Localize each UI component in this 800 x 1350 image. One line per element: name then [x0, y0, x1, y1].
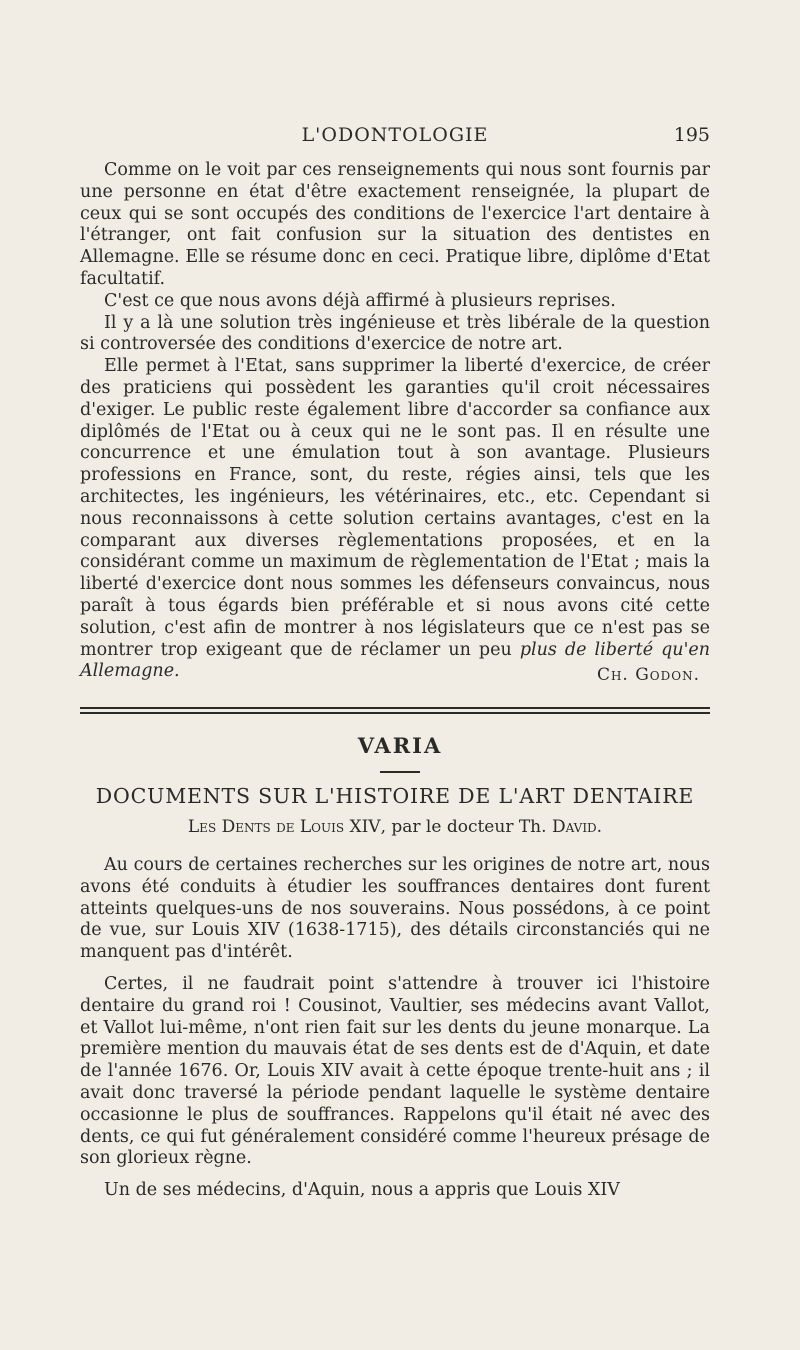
article-title: DOCUMENTS SUR L'HISTOIRE DE L'ART DENTAIRE — [95, 784, 695, 808]
paragraph-text: Elle permet à l'Etat, sans supprimer la liberté d'exercice, de créer des praticiens qui possèdent les garanties qu'il croit nécessaires d'exiger. Le public reste également libre d'accorder sa confiance aux diplômés de l'Etat ou à ceux qui ne le sont pas. Il en résulte une concurrence et une émulation tout à son avantage. Plusieurs professions en France, sont, du reste, régies ainsi, tels que les architectes, les ingénieurs, les vétérinaires, etc., etc. Cependant si nous reconnaissons à cette solution certains avantages, c'est en la comparant aux diverses règlementations proposées, et en la considérant comme un maximum de règlementation de l'Etat ; mais la liberté d'exercice dont nous sommes les défenseurs convaincus, nous paraît à tous égards bien préférable et si nous avons cité cette solution, c'est afin de montrer à nos législateurs que ce n'est pas se montrer trop exigeant que de réclamer un peu — [80, 356, 710, 660]
varia-body — [80, 855, 710, 1212]
paragraph: Au cours de certaines recherches sur les origines de notre art, nous avons été conduits à étudier les souffrances dentaires dont furent atteints quelques-uns de nos souverains. Nous possédons, à ce point de vue, sur Louis XIV (1638-1715), des détails circonstanciés qui ne manquent pas d'intérêt. — [80, 855, 710, 963]
section-divider — [80, 707, 710, 709]
article-subtitle — [80, 817, 710, 837]
paragraph: Un de ses médecins, d'Aquin, nous a appris que Louis XIV — [104, 1180, 620, 1201]
section-divider — [80, 712, 710, 714]
paragraph — [80, 356, 710, 683]
article-body — [80, 160, 710, 683]
paragraph: Comme on le voit par ces renseignements qui nous sont fournis par une personne en état d'être exactement renseignée, la plupart de ceux qui se sont occupés des conditions de l'exercice l'art dentaire à l'étranger, ont fait confusion sur la situation des dentistes en Allemagne. Elle se résume donc en ceci. Pratique libre, diplôme d'Etat facultatif. — [80, 160, 710, 289]
section-title: VARIA — [357, 733, 443, 758]
page-number: 195 — [673, 124, 710, 146]
author-signature: Ch. Godon. — [596, 665, 700, 685]
paragraph: C'est ce que nous avons déjà affirmé à plusieurs reprises. — [104, 290, 616, 311]
running-header — [80, 124, 710, 150]
paragraph: Certes, il ne faudrait point s'attendre à trouver ici l'histoire dentaire du grand roi ! Cousinot, Vaultier, ses médecins avant Vallot, et Vallot lui-même, n'ont rien fait sur les dents du jeune monarque. La première mention du mauvais état de ses dents est de d'Aquin, et date de l'année 1676. Or, Louis XIV avait à cette époque trente-huit ans ; il avait donc traversé la période pendant laquelle le système dentaire occasionne le plus de souffrances. Rappelons qu'il était né avec des dents, ce qui fut généralement considéré comme l'heureux présage de son glorieux règne. — [80, 973, 710, 1169]
title-dash — [380, 771, 420, 773]
subtitle-topic: Les Dents de Louis XIV — [187, 817, 381, 837]
subtitle-author: David. — [551, 817, 603, 837]
running-title: L'ODONTOLOGIE — [301, 124, 489, 146]
italic-phrase: plus de liberté qu'en Allemagne. — [80, 639, 711, 682]
paragraph: Il y a là une solution très ingénieuse et très libérale de la question si controversée des conditions d'exercice de notre art. — [80, 312, 710, 355]
subtitle-byline: , par le docteur Th. — [380, 817, 552, 837]
